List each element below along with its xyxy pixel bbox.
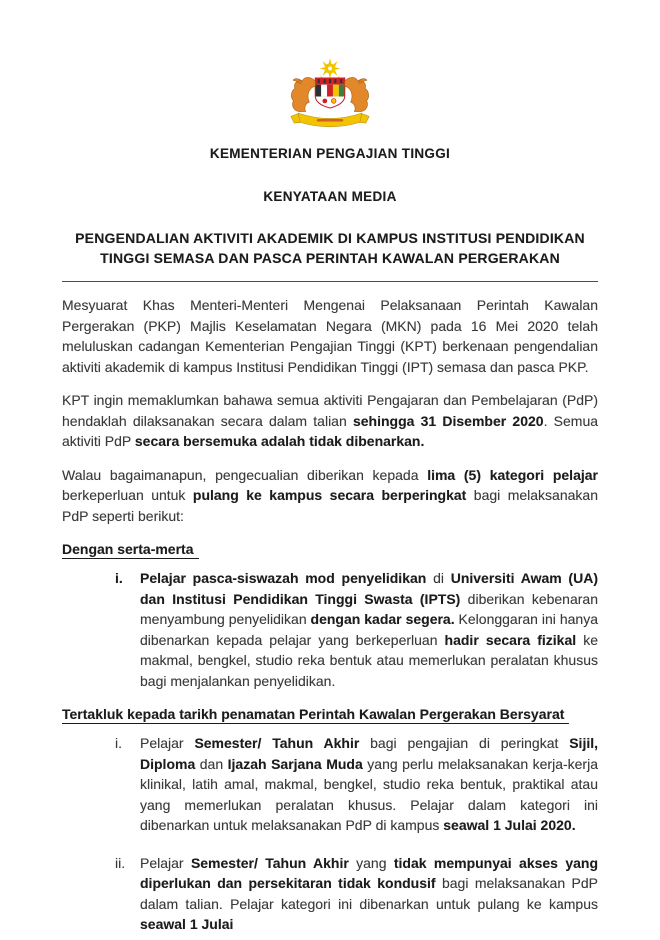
section-heading-conditional-mco-text: Tertakluk kepada tarikh penamatan Perintah Kawalan Pergerakan Bersyarat xyxy=(62,706,569,724)
paragraph-online-learning: KPT ingin memaklumkan bahawa semua aktiviti Pengajaran dan Pembelajaran (PdP) hendaklah dilaksanakan secara dalam talian sehingga 31 Disember 2020. Semua aktiviti PdP secara bersemuka adalah tidak dibenarkan. xyxy=(62,392,599,449)
crest-container xyxy=(62,58,598,140)
media-statement-label: KENYATAAN MEDIA xyxy=(263,189,397,204)
list-item-text: Pelajar Semester/ Tahun Akhir bagi pengajian di peringkat Sijil, Diploma dan Ijazah Sarjana Muda yang perlu melaksanakan kerja-kerja klinikal, latih amal, makmal, bengkel, studio reka bentuk, praktikal atau yang memerlukan peralatan khusus. Pelajar dalam kategori ini dibenarkan untuk melaksanakan PdP di kampus seawal 1 Julai 2020. xyxy=(140,735,599,833)
document-title-line-1: PENGENDALIAN AKTIVITI AKADEMIK DI KAMPUS INSTITUSI PENDIDIKAN xyxy=(75,230,585,246)
section-heading-immediate-text: Dengan serta-merta xyxy=(62,541,199,559)
list-item-text: Pelajar Semester/ Tahun Akhir yang tidak mempunyai akses yang diperlukan dan persekitaran tidak kondusif bagi melaksanakan PdP dalam talian. Pelajar kategori ini dibenarkan untuk pulang ke kampus seawal 1 Julai xyxy=(140,854,598,932)
list-item-final-semester-no-access xyxy=(62,853,598,935)
paragraph-exemption-categories: Walau bagaimanapun, pengecualian diberikan kepada lima (5) kategori pelajar berkeperluan untuk pulang ke kampus secara berperingkat bagi melaksanakan PdP seperti berikut: xyxy=(62,466,598,524)
list-item-postgraduate-research xyxy=(62,568,598,691)
list-marker: i. xyxy=(115,570,123,586)
list-item-final-semester-practical xyxy=(62,733,598,836)
section-heading-immediate xyxy=(62,541,598,557)
shield-icon xyxy=(315,78,345,108)
section-heading-conditional-mco xyxy=(62,706,598,722)
paragraph-meeting-approval: Mesyuarat Khas Menteri-Menteri Mengenai Pelaksanaan Perintah Kawalan Pergerakan (PKP) Majlis Keselamatan Negara (MKN) pada 16 Mei 2020 telah meluluskan cadangan Kementerian Pengajian Tinggi (KPT) berkenaan pengendalian aktiviti akademik di kampus Institusi Pendidikan Tinggi (IPT) semasa dan pasca PKP. xyxy=(62,297,598,375)
tiger-left-icon xyxy=(291,77,315,111)
list-item-text: Pelajar pasca-siswazah mod penyelidikan di Universiti Awam (UA) dan Institusi Pendidikan Tinggi Swasta (IPTS) diberikan kebenaran menyambung penyelidikan dengan kadar segera. Kelonggaran ini hanya dibenarkan kepada pelajar yang berkeperluan hadir secara fizikal ke makmal, bengkel, studio reka bentuk atau memerlukan peralatan khusus bagi menjalankan penyelidikan. xyxy=(140,570,598,689)
malaysia-coat-of-arms-icon xyxy=(282,58,378,135)
tiger-right-icon xyxy=(345,77,369,111)
list-marker: i. xyxy=(115,735,122,751)
ribbon-banner-icon xyxy=(291,113,369,127)
ministry-name: KEMENTERIAN PENGAJIAN TINGGI xyxy=(209,146,451,161)
header-divider xyxy=(62,281,598,282)
document-title xyxy=(62,228,598,268)
document-title-line-2: TINGGI SEMASA DAN PASCA PERINTAH KAWALAN PERGERAKAN xyxy=(100,250,560,266)
list-marker: ii. xyxy=(115,854,126,871)
